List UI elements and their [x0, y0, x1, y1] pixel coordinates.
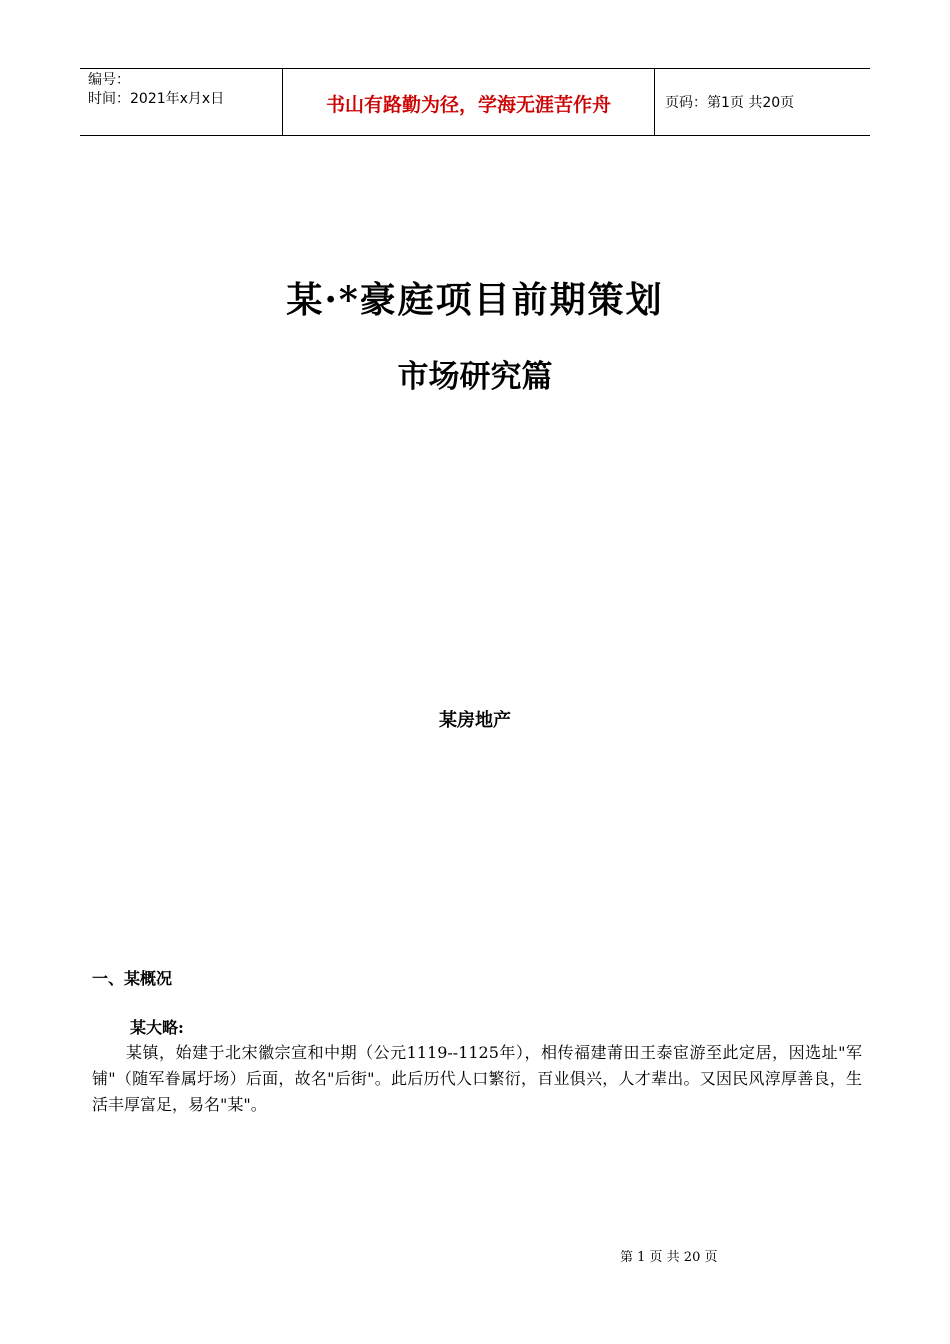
section-heading: 一、某概况 [92, 969, 173, 988]
header-motto: 书山有路勤为径，学海无涯苦作舟 [282, 69, 655, 135]
header-meta [80, 69, 282, 135]
document-title: 某·*豪庭项目前期策划 [286, 279, 664, 321]
header-page-info: 页码：第1页 共20页 [665, 95, 795, 111]
page-header [80, 68, 870, 136]
section-paragraph: 某镇，始建于北宋徽宗宣和中期（公元1119--1125年），相传福建莆田王泰宦游至此定居，因选址"军铺"（随军眷属圩场）后面，故名"后街"。此后历代人口繁衍，百业俱兴，人才辈出。又因民风淳厚善良，生活丰厚富足，易名"某"。 [92, 1043, 862, 1114]
document-number-label: 编号： [88, 72, 130, 88]
document-date: 时间：2021年x月x日 [88, 91, 225, 107]
footer-pagination: 第 1 页 共 20 页 [620, 1250, 718, 1265]
company-name: 某房地产 [439, 710, 511, 731]
document-subtitle: 市场研究篇 [397, 359, 553, 395]
section-sub-heading: 某大略: [130, 1018, 184, 1037]
